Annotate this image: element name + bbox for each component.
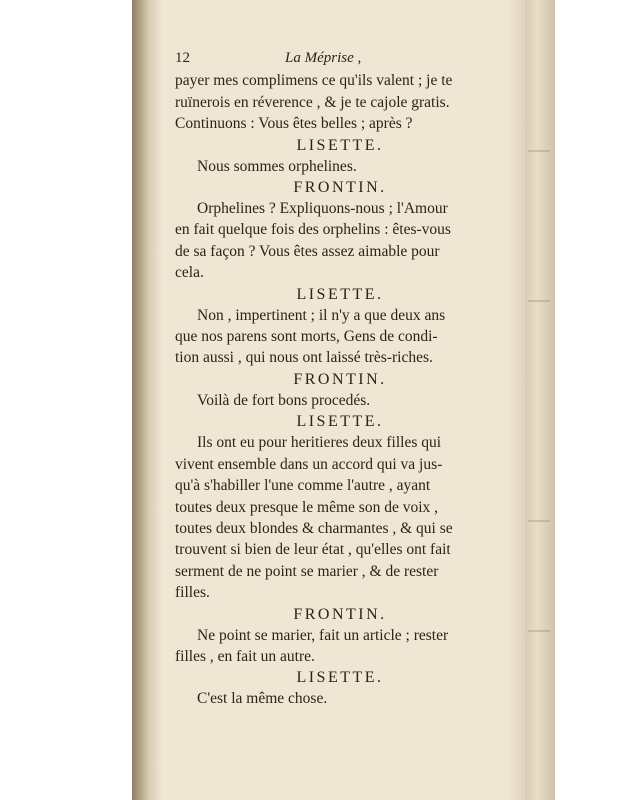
text-line: toutes deux presque le même son de voix , [175, 498, 439, 516]
text-line: Ne point se marier, fait un article ; rester [197, 626, 449, 644]
speaker-name: LISETTE. [296, 285, 384, 303]
text-line: qu'à s'habiller l'une comme l'autre , ayant [175, 477, 431, 495]
text-line: payer mes complimens ce qu'ils valent ; je te [175, 72, 453, 90]
text-line: Voilà de fort bons procedés. [197, 391, 371, 409]
next-page-edge [525, 0, 555, 800]
text-line: Orphelines ? Expliquons-nous ; l'Amour [197, 200, 448, 218]
running-title: La Méprise , [285, 50, 362, 66]
bleed-through-mark [528, 150, 550, 152]
speaker-name: LISETTE. [296, 136, 384, 154]
text-line: en fait quelque fois des orphelins : êtes-vous [175, 221, 451, 239]
text-line: Nous sommes orphelines. [197, 157, 357, 175]
text-line: C'est la même chose. [197, 690, 328, 708]
speaker-name: LISETTE. [296, 413, 384, 431]
speaker-name: LISETTE. [296, 669, 384, 687]
text-line: tion aussi , qui nous ont laissé très-riches. [175, 349, 433, 367]
text-line: ruïnerois en réverence , & je te cajole gratis. [175, 93, 450, 111]
text-line: de sa façon ? Vous êtes assez aimable pour [175, 242, 440, 260]
page-header [175, 48, 505, 69]
text-line: vivent ensemble dans un accord qui va jus- [175, 455, 443, 473]
page-text [175, 48, 505, 710]
speaker-name: FRONTIN. [293, 605, 387, 623]
page-number: 12 [175, 50, 190, 66]
dialogue-body [175, 70, 505, 709]
bleed-through-mark [528, 300, 550, 302]
text-line: toutes deux blondes & charmantes , & qui se [175, 519, 453, 537]
bleed-through-mark [528, 520, 550, 522]
text-line: Continuons : Vous êtes belles ; après ? [175, 115, 413, 133]
text-line: cela. [175, 264, 204, 282]
speaker-name: FRONTIN. [293, 370, 387, 388]
text-line: Ils ont eu pour heritieres deux filles qui [197, 434, 442, 452]
speaker-name: FRONTIN. [293, 179, 387, 197]
text-line: filles. [175, 584, 210, 602]
text-line: serment de ne point se marier , & de rester [175, 562, 439, 580]
text-line: filles , en fait un autre. [175, 647, 315, 665]
text-line: trouvent si bien de leur état , qu'elles ont fait [175, 541, 451, 559]
bleed-through-mark [528, 630, 550, 632]
text-line: que nos parens sont morts, Gens de condi- [175, 328, 438, 346]
text-line: Non , impertinent ; il n'y a que deux ans [197, 306, 446, 324]
